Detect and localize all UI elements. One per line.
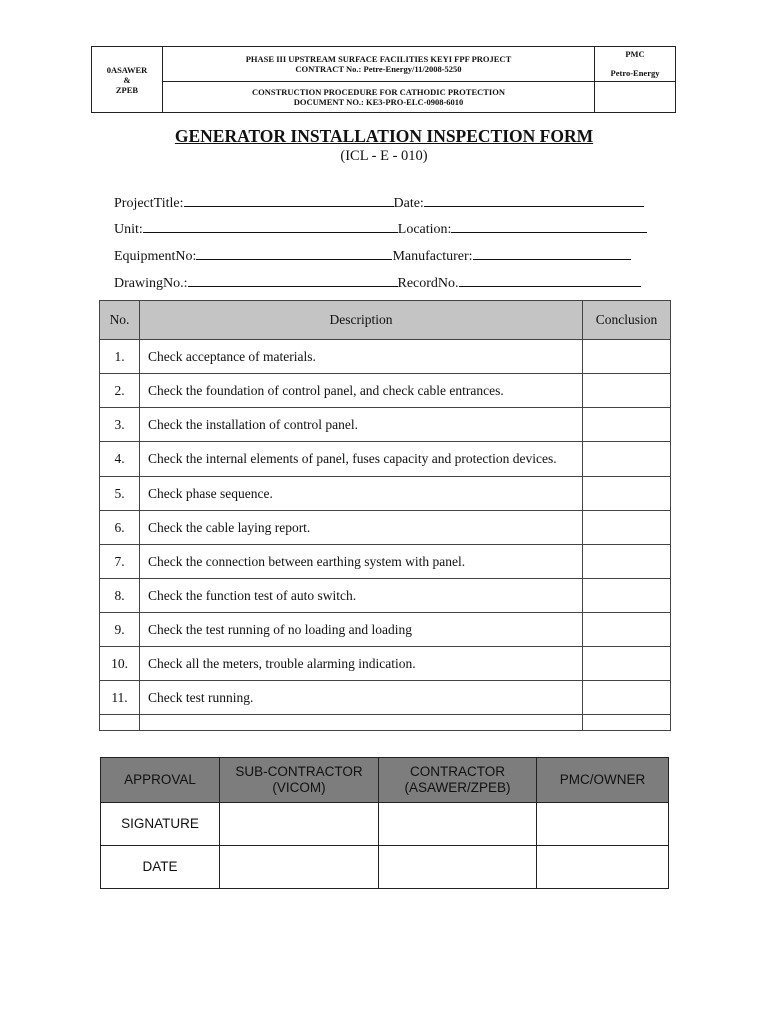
approval-header-row <box>101 758 669 803</box>
row-conclusion-cell[interactable] <box>583 340 671 374</box>
date-field[interactable] <box>424 194 644 207</box>
row-number: 11. <box>100 681 140 715</box>
checklist-blank-row <box>100 715 671 731</box>
unit-field[interactable] <box>143 220 398 233</box>
col-description-header: Description <box>140 301 583 340</box>
row-number: 3. <box>100 408 140 442</box>
manufacturer-label: Manufacturer: <box>392 249 473 264</box>
equipment-no-field[interactable] <box>196 247 392 260</box>
row-description: Check all the meters, trouble alarming indication. <box>140 647 583 681</box>
row-conclusion-cell[interactable] <box>583 374 671 408</box>
project-title-label: ProjectTitle: <box>114 196 184 211</box>
row-number: 9. <box>100 613 140 647</box>
unit-label: Unit: <box>114 222 143 237</box>
date-row-label: DATE <box>101 846 220 889</box>
approval-label: APPROVAL <box>101 758 220 803</box>
checklist-row <box>100 579 671 613</box>
document-header <box>91 46 676 113</box>
company-ampersand: & <box>123 74 131 85</box>
row-conclusion-cell[interactable] <box>583 613 671 647</box>
checklist-row <box>100 442 671 477</box>
document-number: DOCUMENT NO.: KE3-PRO-ELC-0908-6010 <box>293 97 464 107</box>
pmc-name: Petro-Energy <box>610 68 660 78</box>
row-number: 2. <box>100 374 140 408</box>
sub-contractor-label: SUB-CONTRACTOR (VICOM) <box>235 764 363 795</box>
row-number: 6. <box>100 511 140 545</box>
project-title-field[interactable] <box>184 194 394 207</box>
record-no-field[interactable] <box>459 274 641 287</box>
project-name: PHASE III UPSTREAM SURFACE FACILITIES KEYI FPF PROJECT <box>245 54 512 64</box>
row-number: 4. <box>100 442 140 477</box>
info-row-2 <box>114 220 647 238</box>
row-description: Check acceptance of materials. <box>140 340 583 374</box>
inspection-checklist <box>99 300 671 731</box>
drawing-no-field[interactable] <box>188 274 398 287</box>
row-description: Check phase sequence. <box>140 477 583 511</box>
form-code: (ICL - E - 010) <box>340 148 428 164</box>
checklist-row <box>100 374 671 408</box>
equipment-no-label: EquipmentNo: <box>114 249 197 264</box>
info-row-4 <box>114 274 641 292</box>
empty-cell <box>595 82 676 113</box>
row-conclusion-cell[interactable] <box>583 408 671 442</box>
row-description: Check the cable laying report. <box>140 511 583 545</box>
blank-cell <box>140 715 583 731</box>
info-row-3 <box>114 247 631 265</box>
row-description: Check test running. <box>140 681 583 715</box>
drawing-no-label: DrawingNo.: <box>114 276 188 291</box>
row-number: 1. <box>100 340 140 374</box>
col-no-header: No. <box>100 301 140 340</box>
contract-number: CONTRACT No.: Petre-Energy/11/2008-5250 <box>295 64 462 74</box>
manufacturer-field[interactable] <box>473 247 631 260</box>
info-row-1 <box>114 194 644 212</box>
contractor-label: CONTRACTOR (ASAWER/ZPEB) <box>404 764 511 795</box>
company-name: 0ASAWER <box>106 64 148 75</box>
row-description: Check the internal elements of panel, fuses capacity and protection devices. <box>140 442 583 477</box>
location-label: Location: <box>397 222 452 237</box>
row-number: 7. <box>100 545 140 579</box>
contractor-date-cell[interactable] <box>379 846 537 889</box>
row-conclusion-cell[interactable] <box>583 477 671 511</box>
col-conclusion-header: Conclusion <box>583 301 671 340</box>
company-block <box>92 47 163 113</box>
sub-contractor-date-cell[interactable] <box>220 846 379 889</box>
row-description: Check the function test of auto switch. <box>140 579 583 613</box>
row-conclusion-cell[interactable] <box>583 442 671 477</box>
row-conclusion-cell[interactable] <box>583 647 671 681</box>
row-description: Check the connection between earthing system with panel. <box>140 545 583 579</box>
procedure-title: CONSTRUCTION PROCEDURE FOR CATHODIC PROTECTION <box>252 87 505 97</box>
pmc-owner-header: PMC/OWNER <box>537 758 669 803</box>
sub-contractor-signature-cell[interactable] <box>220 803 379 846</box>
pmc-owner-date-cell[interactable] <box>537 846 669 889</box>
row-description: Check the installation of control panel. <box>140 408 583 442</box>
checklist-row <box>100 408 671 442</box>
row-number: 8. <box>100 579 140 613</box>
pmc-cell <box>595 47 676 82</box>
record-no-label: RecordNo. <box>397 276 459 291</box>
row-number: 5. <box>100 477 140 511</box>
row-conclusion-cell[interactable] <box>583 511 671 545</box>
pmc-label: PMC <box>625 49 645 59</box>
approval-table <box>100 757 669 889</box>
checklist-row <box>100 545 671 579</box>
project-cell <box>163 47 595 82</box>
date-label: Date: <box>393 196 424 211</box>
checklist-header-row <box>100 301 671 340</box>
checklist-row <box>100 647 671 681</box>
row-description: Check the foundation of control panel, and check cable entrances. <box>140 374 583 408</box>
row-conclusion-cell[interactable] <box>583 545 671 579</box>
signature-row <box>101 803 669 846</box>
signature-label: SIGNATURE <box>101 803 220 846</box>
checklist-row <box>100 477 671 511</box>
contractor-signature-cell[interactable] <box>379 803 537 846</box>
row-description: Check the test running of no loading and loading <box>140 613 583 647</box>
contractor-header <box>379 758 537 803</box>
blank-cell <box>100 715 140 731</box>
location-field[interactable] <box>451 220 647 233</box>
checklist-row <box>100 681 671 715</box>
blank-cell <box>583 715 671 731</box>
sub-contractor-header <box>220 758 379 803</box>
pmc-owner-signature-cell[interactable] <box>537 803 669 846</box>
document-cell <box>163 82 595 113</box>
row-conclusion-cell[interactable] <box>583 681 671 715</box>
checklist-row <box>100 613 671 647</box>
company-partner: ZPEB <box>115 84 139 95</box>
row-number: 10. <box>100 647 140 681</box>
checklist-row <box>100 340 671 374</box>
form-title: GENERATOR INSTALLATION INSPECTION FORM <box>174 126 594 146</box>
row-conclusion-cell[interactable] <box>583 579 671 613</box>
checklist-row <box>100 511 671 545</box>
date-row <box>101 846 669 889</box>
